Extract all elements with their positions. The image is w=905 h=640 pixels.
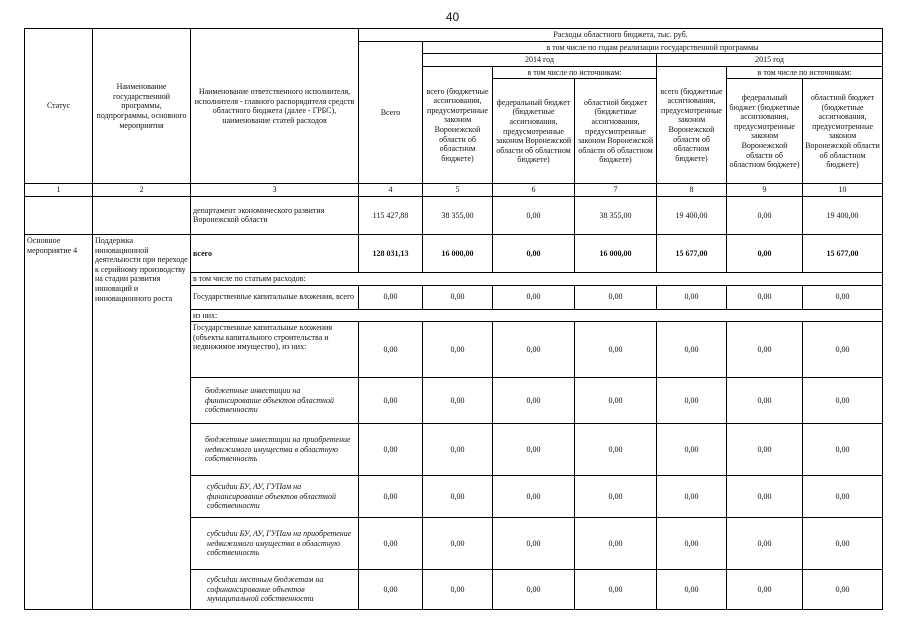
value-cell: 0,00 bbox=[657, 518, 727, 570]
value-cell: 0,00 bbox=[493, 476, 575, 518]
value-cell: 0,00 bbox=[727, 570, 803, 610]
value-cell: 0,00 bbox=[575, 570, 657, 610]
value-cell: 0,00 bbox=[359, 476, 423, 518]
value-cell: 0,00 bbox=[727, 322, 803, 378]
value-cell: 0,00 bbox=[575, 285, 657, 309]
row-label: всего bbox=[191, 234, 359, 272]
header-2015-sources: в том числе по источникам: bbox=[727, 66, 883, 79]
value-cell: 0,00 bbox=[803, 476, 883, 518]
row-label: в том числе по статьям расходов: bbox=[191, 272, 883, 285]
row-label: департамент экономического развития Воронежской области bbox=[191, 196, 359, 234]
value-cell: 0,00 bbox=[575, 518, 657, 570]
row-label: Государственные капитальные вложения, всего bbox=[191, 285, 359, 309]
value-cell: 0,00 bbox=[727, 378, 803, 424]
col-number: 10 bbox=[803, 184, 883, 197]
header-total: Всего bbox=[359, 41, 423, 184]
header-executor: Наименование ответственного исполнителя, исполнителя - главного распорядителя средств областного бюджета (далее - ГРБС), наименование статей расходов bbox=[191, 29, 359, 184]
col-number: 4 bbox=[359, 184, 423, 197]
value-cell: 0,00 bbox=[359, 285, 423, 309]
value-cell: 0,00 bbox=[803, 424, 883, 476]
value-cell: 38 355,00 bbox=[423, 196, 493, 234]
value-cell: 0,00 bbox=[803, 570, 883, 610]
value-cell: 19 400,00 bbox=[803, 196, 883, 234]
value-cell: 115 427,88 bbox=[359, 196, 423, 234]
page-number: 40 bbox=[445, 10, 460, 24]
program-cell bbox=[93, 196, 191, 234]
col-number: 6 bbox=[493, 184, 575, 197]
header-2014-sources: в том числе по источникам: bbox=[493, 66, 657, 79]
value-cell: 0,00 bbox=[423, 285, 493, 309]
value-cell: 0,00 bbox=[803, 285, 883, 309]
status-cell: Основное мероприятие 4 bbox=[25, 234, 93, 609]
table-row bbox=[25, 234, 883, 272]
row-label: бюджетные инвестиции на финансирование объектов областной собственности bbox=[191, 378, 359, 424]
value-cell: 0,00 bbox=[727, 234, 803, 272]
header-expenses: Расходы областного бюджета, тыс. руб. bbox=[359, 29, 883, 42]
col-number: 3 bbox=[191, 184, 359, 197]
col-number: 9 bbox=[727, 184, 803, 197]
value-cell: 0,00 bbox=[803, 378, 883, 424]
value-cell: 0,00 bbox=[359, 518, 423, 570]
value-cell: 0,00 bbox=[727, 424, 803, 476]
header-program-name: Наименование государственной программы, подпрограммы, основного мероприятия bbox=[93, 29, 191, 184]
value-cell: 0,00 bbox=[657, 424, 727, 476]
value-cell: 0,00 bbox=[727, 518, 803, 570]
value-cell: 15 677,00 bbox=[657, 234, 727, 272]
value-cell: 0,00 bbox=[575, 378, 657, 424]
col-number: 2 bbox=[93, 184, 191, 197]
value-cell: 0,00 bbox=[493, 234, 575, 272]
value-cell: 19 400,00 bbox=[657, 196, 727, 234]
col-number: 8 bbox=[657, 184, 727, 197]
table-row bbox=[25, 196, 883, 234]
row-label: из них: bbox=[191, 309, 883, 322]
col-number: 5 bbox=[423, 184, 493, 197]
header-status: Статус bbox=[25, 29, 93, 184]
value-cell: 0,00 bbox=[493, 285, 575, 309]
value-cell: 0,00 bbox=[727, 196, 803, 234]
value-cell: 0,00 bbox=[657, 285, 727, 309]
program-cell: Поддержка инновационной деятельности при переходе к серийному производству на стадии развития инноваций и инновационного роста bbox=[93, 234, 191, 609]
value-cell: 16 000,00 bbox=[575, 234, 657, 272]
value-cell: 0,00 bbox=[493, 570, 575, 610]
col-number: 1 bbox=[25, 184, 93, 197]
value-cell: 0,00 bbox=[423, 378, 493, 424]
budget-table bbox=[24, 28, 883, 610]
value-cell: 0,00 bbox=[423, 518, 493, 570]
value-cell: 0,00 bbox=[493, 518, 575, 570]
value-cell: 0,00 bbox=[359, 378, 423, 424]
value-cell: 15 677,00 bbox=[803, 234, 883, 272]
value-cell: 16 000,00 bbox=[423, 234, 493, 272]
value-cell: 0,00 bbox=[575, 322, 657, 378]
col-number: 7 bbox=[575, 184, 657, 197]
value-cell: 0,00 bbox=[803, 518, 883, 570]
value-cell: 0,00 bbox=[575, 476, 657, 518]
value-cell: 0,00 bbox=[803, 322, 883, 378]
value-cell: 0,00 bbox=[657, 322, 727, 378]
row-label: субсидии БУ, АУ, ГУПам на приобретение недвижимого имущества в областную собственность bbox=[191, 518, 359, 570]
header-including-years: в том числе по годам реализации государственной программы bbox=[423, 41, 883, 54]
value-cell: 128 031,13 bbox=[359, 234, 423, 272]
value-cell: 0,00 bbox=[359, 570, 423, 610]
value-cell: 38 355,00 bbox=[575, 196, 657, 234]
header-2014-federal: федеральный бюджет (бюджетные ассигнования, предусмотренные законом Воронежской области об областном бюджете) bbox=[493, 79, 575, 184]
value-cell: 0,00 bbox=[423, 424, 493, 476]
header-2015-total: всего (бюджетные ассигнования, предусмотренные законом Воронежской области об областном бюджете) bbox=[657, 66, 727, 184]
header-2014-regional: областной бюджет (бюджетные ассигнования, предусмотренные законом Воронежской области об областном бюджете) bbox=[575, 79, 657, 184]
value-cell: 0,00 bbox=[493, 424, 575, 476]
value-cell: 0,00 bbox=[493, 196, 575, 234]
value-cell: 0,00 bbox=[575, 424, 657, 476]
value-cell: 0,00 bbox=[657, 570, 727, 610]
value-cell: 0,00 bbox=[657, 378, 727, 424]
header-2014-total: всего (бюджетные ассигнования, предусмотренные законом Воронежской области об областном бюджете) bbox=[423, 66, 493, 184]
value-cell: 0,00 bbox=[359, 424, 423, 476]
value-cell: 0,00 bbox=[359, 322, 423, 378]
header-2015-federal: федеральный бюджет (бюджетные ассигнования, предусмотренные законом Воронежской области об областном бюджете) bbox=[727, 79, 803, 184]
value-cell: 0,00 bbox=[727, 476, 803, 518]
row-label: бюджетные инвестиции на приобретение недвижимого имущества в областную собственность bbox=[191, 424, 359, 476]
row-label: субсидии БУ, АУ, ГУПам на финансирование объектов областной собственности bbox=[191, 476, 359, 518]
header-2015-regional: областной бюджет (бюджетные ассигнования, предусмотренные законом Воронежской области об областном бюджете) bbox=[803, 79, 883, 184]
row-label: Государственные капитальные вложения (объекты капитального строительства и недвижимое имущество), из них: bbox=[191, 322, 359, 378]
row-label: субсидии местным бюджетам на софинансирование объектов муниципальной собственности bbox=[191, 570, 359, 610]
value-cell: 0,00 bbox=[493, 322, 575, 378]
header-year-2014: 2014 год bbox=[423, 54, 657, 67]
value-cell: 0,00 bbox=[657, 476, 727, 518]
status-cell bbox=[25, 196, 93, 234]
value-cell: 0,00 bbox=[423, 570, 493, 610]
header-year-2015: 2015 год bbox=[657, 54, 883, 67]
value-cell: 0,00 bbox=[423, 476, 493, 518]
value-cell: 0,00 bbox=[727, 285, 803, 309]
value-cell: 0,00 bbox=[493, 378, 575, 424]
value-cell: 0,00 bbox=[423, 322, 493, 378]
